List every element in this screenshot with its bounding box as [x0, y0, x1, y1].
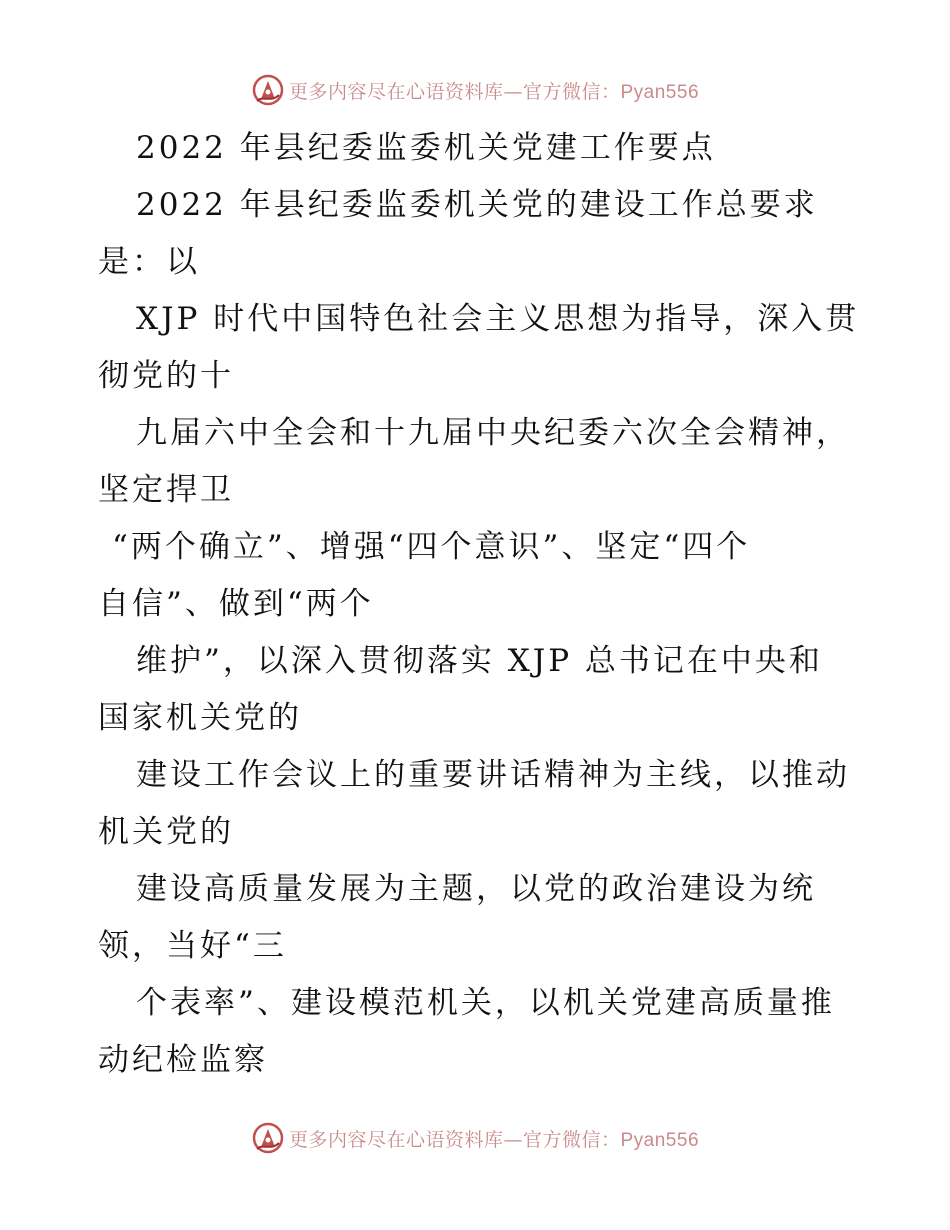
watermark-wechat-id: Pyan556 [620, 1129, 700, 1151]
paragraph-line: 维护”，以深入贯彻落实 XJP 总书记在中央和 [136, 643, 823, 679]
paragraph-line: 领，当好“三 [98, 928, 287, 964]
watermark-text: 更多内容尽在心语资料库—官方微信： [288, 1128, 621, 1151]
header-watermark [0, 70, 950, 110]
paragraph-line: 是：以 [98, 244, 200, 280]
paragraph-line: 机关党的 [98, 814, 234, 850]
paragraph-line: 建设高质量发展为主题，以党的政治建设为统 [136, 871, 816, 907]
paragraph-line: 建设工作会议上的重要讲话精神为主线，以推动 [136, 757, 850, 793]
paragraph-line: 自信”、做到“两个 [98, 586, 374, 622]
paragraph-line: “两个确立”、增强“四个意识”、坚定“四个 [112, 529, 751, 565]
pen-nib-logo-icon [251, 1121, 285, 1155]
paragraph-line: 动纪检监察 [98, 1042, 268, 1078]
paragraph-line: 2022 年县纪委监委机关党的建设工作总要求 [136, 187, 818, 223]
footer-watermark [0, 1118, 950, 1158]
paragraph-line: 坚定捍卫 [98, 472, 234, 508]
paragraph-line: 个表率”、建设模范机关，以机关党建高质量推 [136, 985, 835, 1021]
paragraph-line: 九届六中全会和十九届中央纪委六次全会精神， [136, 415, 850, 451]
document-title: 2022 年县纪委监委机关党建工作要点 [136, 130, 716, 166]
watermark-wechat-id: Pyan556 [620, 81, 700, 103]
pen-nib-logo-icon [251, 73, 285, 107]
paragraph-line: 彻党的十 [98, 358, 234, 394]
watermark-text: 更多内容尽在心语资料库—官方微信： [288, 80, 621, 103]
paragraph-line: XJP 时代中国特色社会主义思想为指导，深入贯 [136, 301, 860, 337]
paragraph-line: 国家机关党的 [98, 700, 302, 736]
